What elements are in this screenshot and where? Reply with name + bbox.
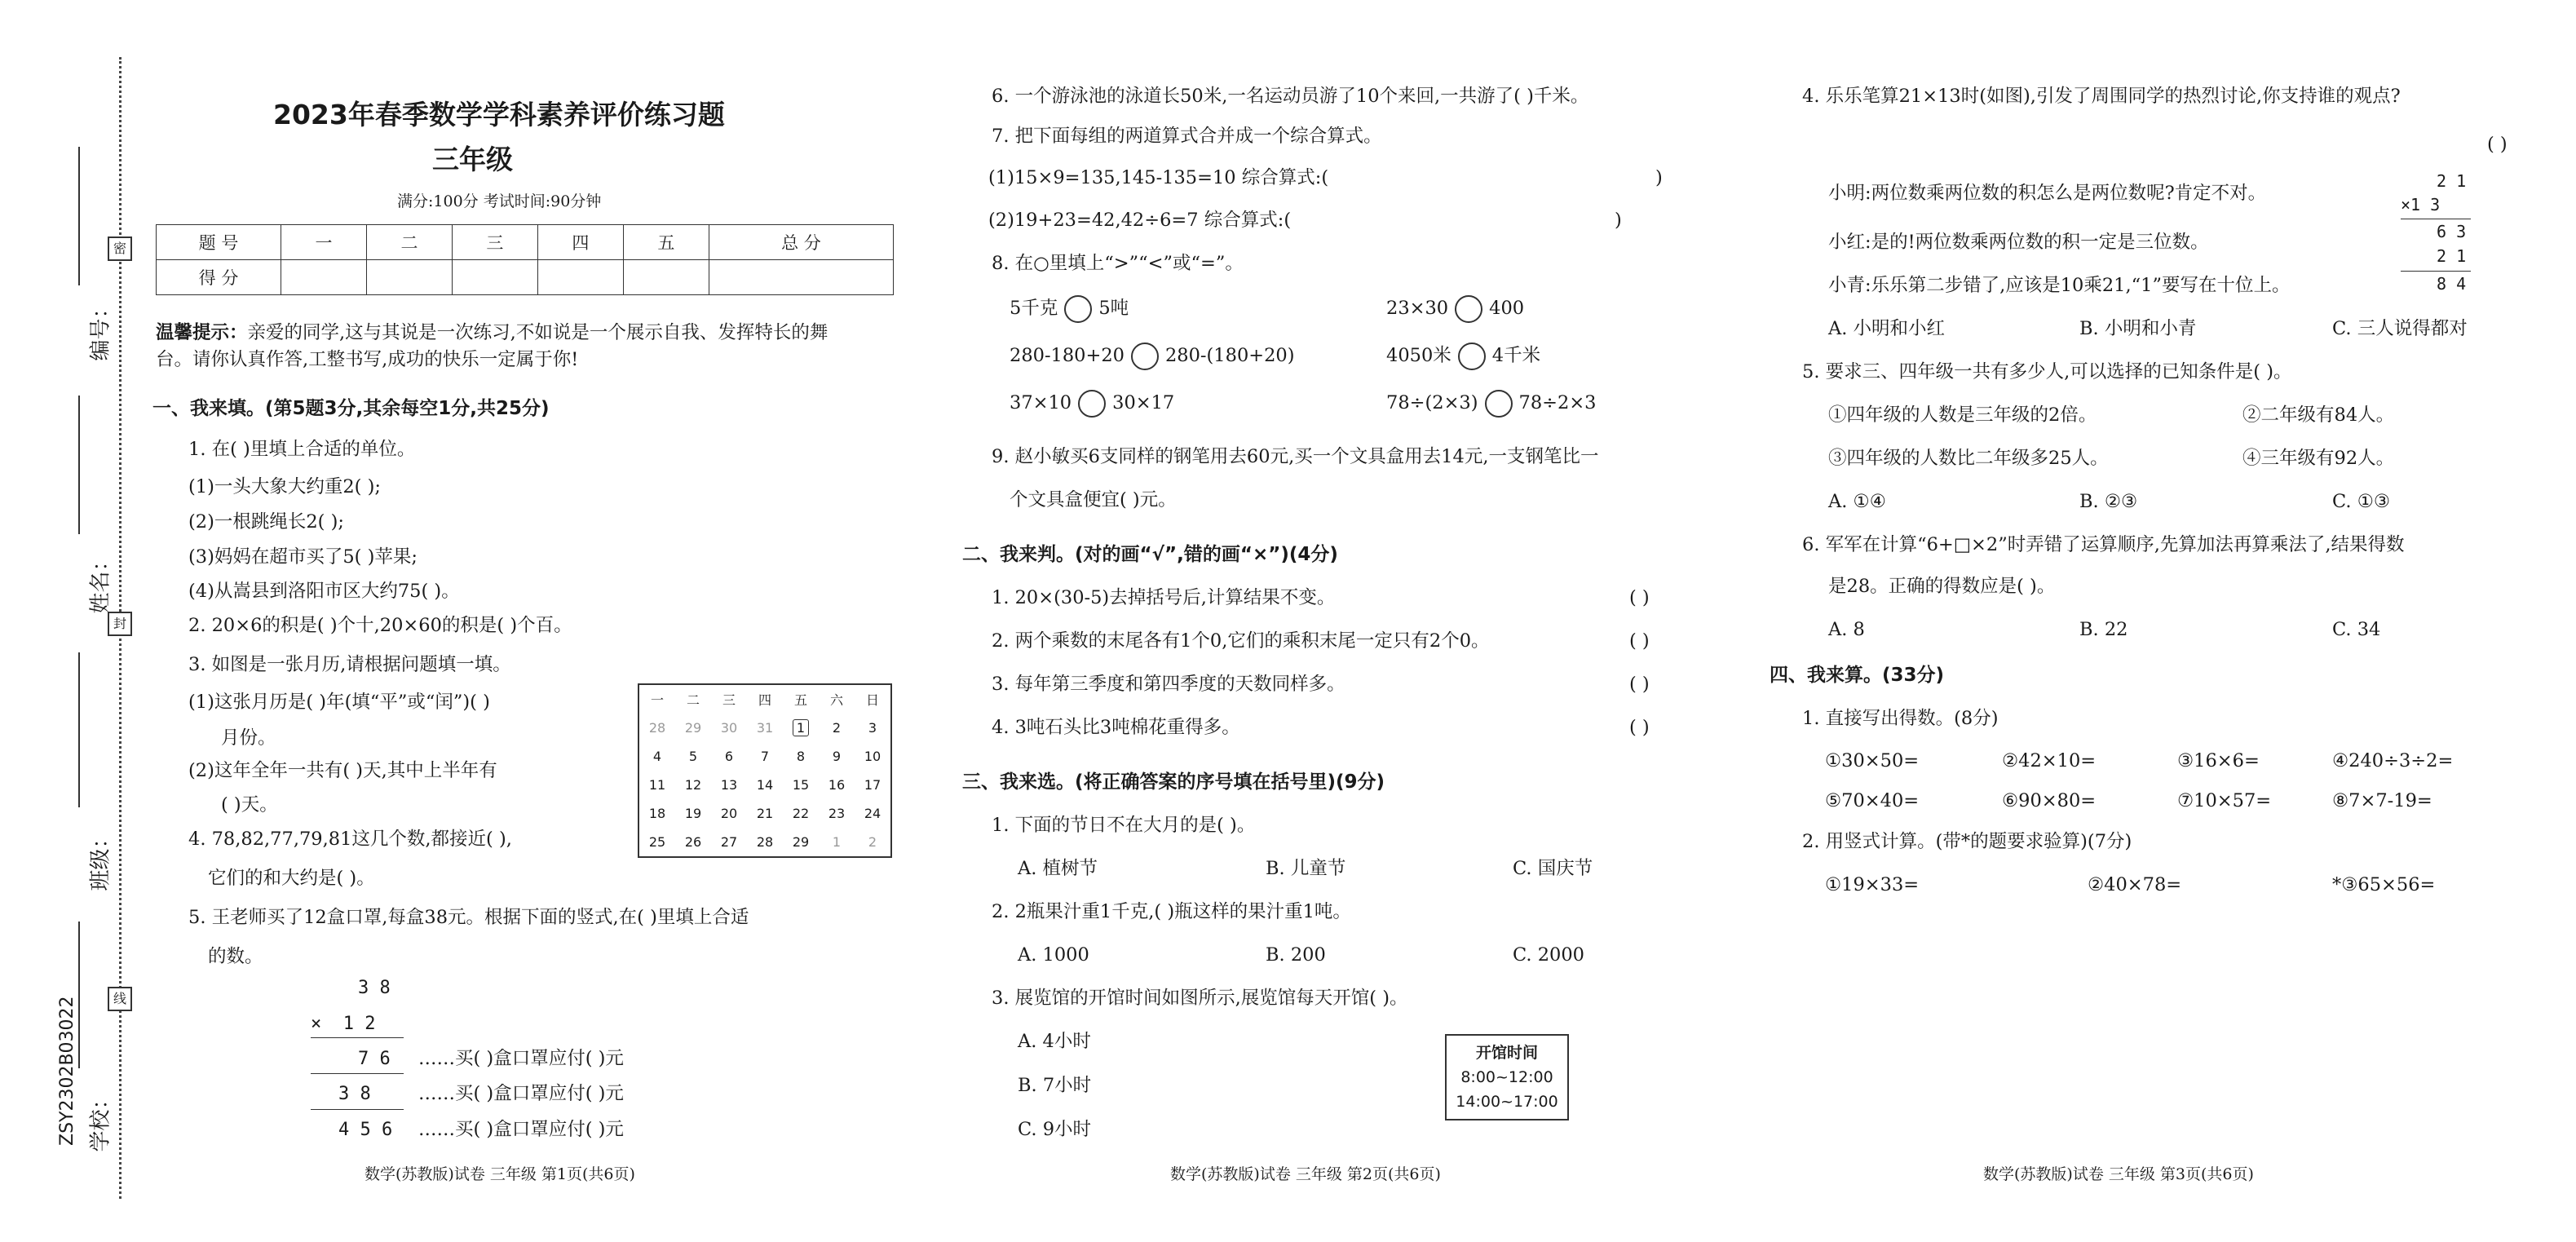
calendar-day — [747, 714, 783, 742]
calendar-day-number: 26 — [684, 834, 702, 850]
calendar-weekday: 四 — [758, 692, 771, 708]
compare-circle[interactable] — [1131, 343, 1159, 370]
seal-char-xian: 线 — [108, 987, 132, 1011]
calendar-day-number: 6 — [724, 749, 734, 764]
compare-left — [1010, 295, 1129, 323]
calendar-day — [711, 742, 747, 771]
score-cell: 三 — [452, 225, 537, 260]
q5-cond-4: ④三年级有92人。 — [2242, 448, 2395, 469]
calendar-day — [711, 828, 747, 857]
name-blank — [78, 396, 80, 534]
q5-cond-3: ③四年级的人数比二年级多25人。 — [1828, 448, 2109, 469]
calendar-day-number: 5 — [688, 749, 698, 764]
q6-opt-a: A. 8 — [1828, 619, 1865, 640]
seal-char-feng: 封 — [108, 612, 132, 636]
calendar-day — [819, 771, 855, 799]
q8-text: 8. 在○里填上“>”“<”或“=”。 — [992, 253, 1244, 274]
score-cell: 二 — [366, 225, 452, 260]
calendar-day-number: 17 — [864, 777, 881, 793]
calendar-day — [711, 771, 747, 799]
calendar-day — [783, 799, 819, 828]
score-blank — [709, 260, 893, 295]
calendar-day-number: 18 — [648, 806, 666, 821]
oral-4: ④240÷3÷2= — [2332, 750, 2454, 771]
choice-1: 1. 下面的节日不在大月的是( )。 — [992, 815, 1256, 836]
exam-grade: 三年级 — [432, 144, 513, 175]
opening-hours-afternoon: 14:00~17:00 — [1456, 1093, 1558, 1111]
calendar-day-number: 9 — [832, 749, 842, 764]
q5-cond-2: ②二年级有84人。 — [2242, 404, 2395, 426]
q3-sub2-cont: ( )天。 — [221, 794, 278, 815]
calendar-day-number: 3 — [868, 720, 877, 736]
q4-text-cont: 它们的和大约是( )。 — [208, 868, 375, 889]
compare-right — [1386, 390, 1597, 418]
score-cell: 题 号 — [157, 225, 281, 260]
compare-circle[interactable] — [1455, 295, 1482, 323]
compare-circle[interactable] — [1078, 390, 1106, 418]
compare-expr: 280-(180+20) — [1164, 345, 1295, 366]
q4-text: 4. 78,82,77,79,81这几个数,都接近( ), — [188, 829, 512, 850]
calendar-weekday: 一 — [650, 692, 664, 708]
q5-cond-1: ①四年级的人数是三年级的2倍。 — [1828, 404, 2097, 426]
p3-q4-paren: ( ) — [2487, 134, 2508, 155]
vert-note-3: ……买( )盒口罩应付( )元 — [418, 1119, 624, 1140]
vert-calc-3: *③65×56= — [2332, 874, 2436, 895]
q5-text: 5. 要求三、四年级一共有多少人,可以选择的已知条件是( )。 — [1802, 361, 2292, 382]
vert-row-1: 3 8 — [358, 978, 391, 998]
opening-hours-title: 开馆时间 — [1475, 1044, 1538, 1062]
calendar-day-number: 16 — [828, 777, 846, 793]
class-blank — [78, 652, 80, 807]
score-cell: 一 — [281, 225, 367, 260]
calendar-day — [675, 742, 711, 771]
calendar-week-row — [638, 742, 891, 771]
oral-5: ⑤70×40= — [1825, 790, 1920, 811]
q5-opt-a: A. ①④ — [1828, 491, 1886, 512]
calendar-day-number: 20 — [720, 806, 738, 821]
judge-1-paren: ( ) — [1629, 587, 1650, 608]
q7-sub1: (1)15×9=135,145-135=10 综合算式:( — [988, 167, 1329, 188]
oral-6: ⑥90×80= — [2002, 790, 2097, 811]
calendar-weekday: 二 — [686, 692, 700, 708]
calc-row-1: 2 1 — [2437, 171, 2467, 191]
score-table-score-row — [157, 260, 894, 295]
page-2 — [962, 0, 1712, 1242]
q3-sub1: (1)这张月历是( )年(填“平”或“闰”)( ) — [188, 692, 490, 713]
page-1 — [143, 0, 905, 1242]
calendar-day — [855, 799, 891, 828]
calendar-day — [783, 828, 819, 857]
q6-text: 6. 一个游泳池的泳道长50米,一名运动员游了10个来回,一共游了( )千米。 — [992, 86, 1589, 107]
q3-text: 3. 如图是一张月历,请根据问题填一填。 — [188, 654, 511, 675]
calendar-day — [855, 742, 891, 771]
tip-label: 温馨提示： — [156, 322, 248, 343]
q9-text-cont: 个文具盒便宜( )元。 — [1010, 489, 1177, 511]
number-blank — [78, 147, 80, 285]
q5-opt-c: C. ①③ — [2332, 491, 2391, 512]
compare-circle[interactable] — [1064, 295, 1092, 323]
compare-left — [1010, 343, 1295, 370]
calc-row-2: ×1 3 — [2401, 195, 2441, 214]
calendar-day-number: 28 — [648, 720, 666, 736]
compare-right — [1386, 295, 1524, 323]
judge-2: 2. 两个乘数的末尾各有1个0,它们的乘积末尾一定只有2个0。 — [992, 630, 1490, 652]
calendar-day — [675, 771, 711, 799]
calendar-day — [819, 828, 855, 857]
score-blank — [452, 260, 537, 295]
compare-expr: 400 — [1489, 298, 1525, 319]
compare-left — [1010, 390, 1174, 418]
choice-1-opt-c: C. 国庆节 — [1513, 858, 1593, 879]
binding-margin — [0, 0, 130, 1242]
score-cell: 五 — [623, 225, 709, 260]
choice-2-opt-a: A. 1000 — [1018, 944, 1089, 966]
compare-expr: 30×17 — [1112, 392, 1175, 413]
page-3-footer: 数学(苏教版)试卷 三年级 第3页(共6页) — [1983, 1165, 2254, 1183]
q5-opt-b: B. ②③ — [2079, 491, 2138, 512]
calendar-day — [819, 799, 855, 828]
opening-hours-morning: 8:00~12:00 — [1460, 1068, 1553, 1086]
calendar-day-number: 13 — [720, 777, 738, 793]
s4-q1-text: 1. 直接写出得数。(8分) — [1802, 708, 1999, 729]
calendar-day-number: 14 — [756, 777, 774, 793]
q7-sub2: (2)19+23=42,42÷6=7 综合算式:( — [988, 210, 1292, 231]
calendar-day — [711, 714, 747, 742]
q3-sub2: (2)这年全年一共有( )天,其中上半年有 — [188, 760, 497, 781]
calendar-day — [638, 799, 675, 828]
calc-row-5: 8 4 — [2437, 274, 2467, 294]
calendar-week-row — [638, 771, 891, 799]
calendar-day-number: 19 — [684, 806, 702, 821]
calendar-day-number: 23 — [828, 806, 846, 821]
q5-text: 5. 王老师买了12盒口罩,每盒38元。根据下面的竖式,在( )里填上合适 — [188, 907, 749, 928]
score-blank — [623, 260, 709, 295]
calendar-day — [747, 828, 783, 857]
calendar-weekday: 日 — [865, 692, 879, 708]
calendar-day — [638, 714, 675, 742]
judge-2-paren: ( ) — [1629, 630, 1650, 652]
calendar-day-number: 27 — [720, 834, 738, 850]
calendar-day-number: 2 — [832, 720, 842, 736]
compare-expr: 37×10 — [1010, 392, 1072, 413]
q6-opt-c: C. 34 — [2332, 619, 2381, 640]
q4-opt-a: A. 小明和小红 — [1828, 318, 1946, 339]
choice-2-opt-c: C. 2000 — [1513, 944, 1584, 966]
compare-expr: 5吨 — [1098, 298, 1129, 319]
compare-expr: 4千米 — [1491, 345, 1541, 366]
q2-text: 2. 20×6的积是( )个十,20×60的积是( )个百。 — [188, 615, 572, 636]
oral-8: ⑧7×7-19= — [2332, 790, 2432, 811]
calendar-day — [711, 799, 747, 828]
paper-code: ZSY2302B03022 — [57, 996, 77, 1146]
compare-circle[interactable] — [1485, 390, 1513, 418]
calc-row-4: 2 1 — [2437, 246, 2467, 266]
q7-sub1-close: ) — [1655, 167, 1663, 188]
calendar-day-number: 29 — [684, 720, 702, 736]
calendar-day-number: 10 — [864, 749, 881, 764]
judge-4: 4. 3吨石头比3吨棉花重得多。 — [992, 717, 1240, 738]
tip-text-1: 亲爱的同学,这与其说是一次练习,不如说是一个展示自我、发挥特长的舞 — [247, 322, 828, 343]
calendar-day — [783, 771, 819, 799]
judge-3: 3. 每年第三季度和第四季度的天数同样多。 — [992, 674, 1345, 695]
q6-text-cont: 是28。正确的得数应是( )。 — [1828, 576, 2056, 597]
calendar-day — [747, 742, 783, 771]
score-table — [156, 224, 894, 295]
score-row-label: 得 分 — [157, 260, 281, 295]
xiaohong-view: 小红:是的!两位数乘两位数的积一定是三位数。 — [1828, 232, 2209, 253]
choice-3-opt-b: B. 7小时 — [1018, 1075, 1092, 1096]
calendar-day — [638, 771, 675, 799]
calendar-week-row — [638, 799, 891, 828]
score-blank — [281, 260, 367, 295]
calendar-day-number: 22 — [792, 806, 810, 821]
seal-char-mi: 密 — [108, 236, 132, 261]
compare-right — [1386, 343, 1540, 370]
exam-meta: 满分:100分 考试时间:90分钟 — [397, 192, 602, 210]
calendar-day-number: 15 — [792, 777, 810, 793]
calendar-day — [819, 742, 855, 771]
score-table-header-row — [157, 225, 894, 260]
calendar-day — [855, 771, 891, 799]
q1-sub2: (2)一根跳绳长2( ); — [188, 511, 344, 533]
calendar-day — [638, 828, 675, 857]
vert-rule-1 — [311, 1037, 404, 1038]
q7-sub2-close: ) — [1615, 210, 1622, 231]
section-3-heading: 三、我来选。(将正确答案的序号填在括号里)(9分) — [962, 771, 1385, 793]
vert-row-5: 4 5 6 — [338, 1120, 393, 1140]
choice-2: 2. 2瓶果汁重1千克,( )瓶这样的果汁重1吨。 — [992, 901, 1351, 922]
oral-7: ⑦10×57= — [2177, 790, 2272, 811]
vert-rule-3 — [311, 1109, 404, 1110]
calendar-day-number: 31 — [756, 720, 774, 736]
q6-text: 6. 军军在计算“6+□×2”时弄错了运算顺序,先算加法再算乘法了,结果得数 — [1802, 534, 2405, 555]
page-2-footer: 数学(苏教版)试卷 三年级 第2页(共6页) — [1170, 1165, 1441, 1183]
calendar-day-number: 8 — [796, 749, 806, 764]
vert-row-4: 3 8 — [338, 1084, 371, 1104]
q6-opt-b: B. 22 — [2079, 619, 2128, 640]
calendar-weekday: 六 — [829, 692, 843, 708]
label-class: 班级： — [88, 827, 113, 891]
exam-title: 2023年春季数学学科素养评价练习题 — [273, 99, 725, 130]
compare-expr: 4050米 — [1386, 345, 1451, 366]
calendar-day-number: 4 — [652, 749, 662, 764]
calc-rule-2 — [2401, 271, 2471, 272]
q9-text: 9. 赵小敏买6支同样的钢笔用去60元,买一个文具盒用去14元,一支钢笔比一 — [992, 446, 1599, 467]
month-calendar — [638, 683, 892, 858]
q1-sub1: (1)一头大象大约重2( ); — [188, 476, 381, 497]
compare-expr: 5千克 — [1010, 298, 1058, 319]
choice-3: 3. 展览馆的开馆时间如图所示,展览馆每天开馆( )。 — [992, 988, 1408, 1009]
vert-row-2: × 1 2 — [311, 1014, 376, 1034]
compare-expr: 78÷(2×3) — [1386, 392, 1478, 413]
compare-circle[interactable] — [1458, 343, 1486, 370]
label-name: 姓名： — [88, 550, 113, 614]
calendar-day — [783, 714, 819, 742]
calendar-day-number: 28 — [756, 834, 774, 850]
judge-1: 1. 20×(30-5)去掉括号后,计算结果不变。 — [992, 587, 1336, 608]
calendar-week-row — [638, 714, 891, 742]
tip-line-1 — [156, 320, 828, 345]
q7-text: 7. 把下面每组的两道算式合并成一个综合算式。 — [992, 126, 1382, 147]
label-school: 学校： — [88, 1088, 113, 1152]
compare-expr: 23×30 — [1386, 298, 1449, 319]
calendar-day-number: 7 — [760, 749, 770, 764]
judge-3-paren: ( ) — [1629, 674, 1650, 695]
calendar-day — [675, 714, 711, 742]
q5-text-cont: 的数。 — [208, 946, 263, 967]
xiaoqing-view: 小青:乐乐第二步错了,应该是10乘21,“1”要写在十位上。 — [1828, 275, 2291, 296]
section-4-heading: 四、我来算。(33分) — [1770, 665, 1945, 686]
score-blank — [537, 260, 623, 295]
xiaoming-view: 小明:两位数乘两位数的积怎么是两位数呢?肯定不对。 — [1828, 183, 2267, 204]
q4-opt-b: B. 小明和小青 — [2079, 318, 2197, 339]
calendar-weekday: 三 — [722, 692, 736, 708]
calendar-day — [855, 828, 891, 857]
choice-1-opt-b: B. 儿童节 — [1266, 858, 1346, 879]
q1-sub4: (4)从嵩县到洛阳市区大约75( )。 — [188, 581, 460, 602]
vert-row-3: 7 6 — [358, 1049, 391, 1069]
oral-1: ①30×50= — [1825, 750, 1920, 771]
calendar-header-row — [638, 684, 891, 714]
vert-calc-2: ②40×78= — [2088, 874, 2182, 895]
p3-q4-text: 4. 乐乐笔算21×13时(如图),引发了周围同学的热烈讨论,你支持谁的观点? — [1802, 86, 2401, 107]
section-2-heading: 二、我来判。(对的画“√”,错的画“×”)(4分) — [962, 544, 1338, 565]
q4-opt-c: C. 三人说得都对 — [2332, 318, 2468, 339]
score-cell: 总 分 — [709, 225, 893, 260]
school-blank — [78, 922, 80, 1068]
calendar-weekday: 五 — [793, 692, 807, 708]
choice-3-opt-a: A. 4小时 — [1018, 1031, 1091, 1052]
q1-sub3: (3)妈妈在超市买了5( )苹果; — [188, 546, 418, 568]
vert-rule-2 — [311, 1073, 404, 1074]
calendar-day — [855, 714, 891, 742]
calendar-day-number: 1 — [832, 834, 842, 850]
tip-line-2: 台。请你认真作答,工整书写,成功的快乐一定属于你! — [156, 349, 579, 370]
calendar-day — [783, 742, 819, 771]
calendar-day-number: 2 — [868, 834, 877, 850]
vert-calc-1: ①19×33= — [1825, 874, 1920, 895]
calendar-day — [747, 771, 783, 799]
vert-note-2: ……买( )盒口罩应付( )元 — [418, 1083, 624, 1104]
calendar-day-number: 1 — [793, 719, 809, 736]
s4-q2-text: 2. 用竖式计算。(带*的题要求验算)(7分) — [1802, 831, 2132, 852]
calendar-day-number: 11 — [648, 777, 666, 793]
score-blank — [366, 260, 452, 295]
calendar-day — [819, 714, 855, 742]
oral-3: ③16×6= — [2177, 750, 2260, 771]
section-1-heading: 一、我来填。(第5题3分,其余每空1分,共25分) — [152, 398, 550, 419]
compare-expr: 280-180+20 — [1010, 345, 1125, 366]
calendar-day-number: 30 — [720, 720, 738, 736]
calendar-day-number: 25 — [648, 834, 666, 850]
page-3 — [1770, 0, 2552, 1242]
page-1-footer: 数学(苏教版)试卷 三年级 第1页(共6页) — [365, 1165, 635, 1183]
choice-1-opt-a: A. 植树节 — [1018, 858, 1098, 879]
vert-note-1: ……买( )盒口罩应付( )元 — [418, 1048, 624, 1069]
calc-row-3: 6 3 — [2437, 222, 2467, 241]
calendar-day-number: 24 — [864, 806, 881, 821]
choice-3-opt-c: C. 9小时 — [1018, 1119, 1092, 1140]
choice-2-opt-b: B. 200 — [1266, 944, 1326, 966]
compare-expr: 78÷2×3 — [1518, 392, 1597, 413]
oral-2: ②42×10= — [2002, 750, 2097, 771]
calendar-day-number: 21 — [756, 806, 774, 821]
calendar-day-number: 29 — [792, 834, 810, 850]
label-number: 编号： — [88, 297, 113, 361]
opening-hours-box — [1445, 1034, 1569, 1120]
calendar-day — [638, 742, 675, 771]
judge-4-paren: ( ) — [1629, 717, 1650, 738]
calendar-week-row — [638, 828, 891, 857]
calendar-day — [675, 799, 711, 828]
calendar-day — [675, 828, 711, 857]
calendar-day — [747, 799, 783, 828]
score-cell: 四 — [537, 225, 623, 260]
q1-text: 1. 在( )里填上合适的单位。 — [188, 439, 416, 460]
calendar-day-number: 12 — [684, 777, 702, 793]
q3-sub1-cont: 月份。 — [221, 727, 276, 749]
